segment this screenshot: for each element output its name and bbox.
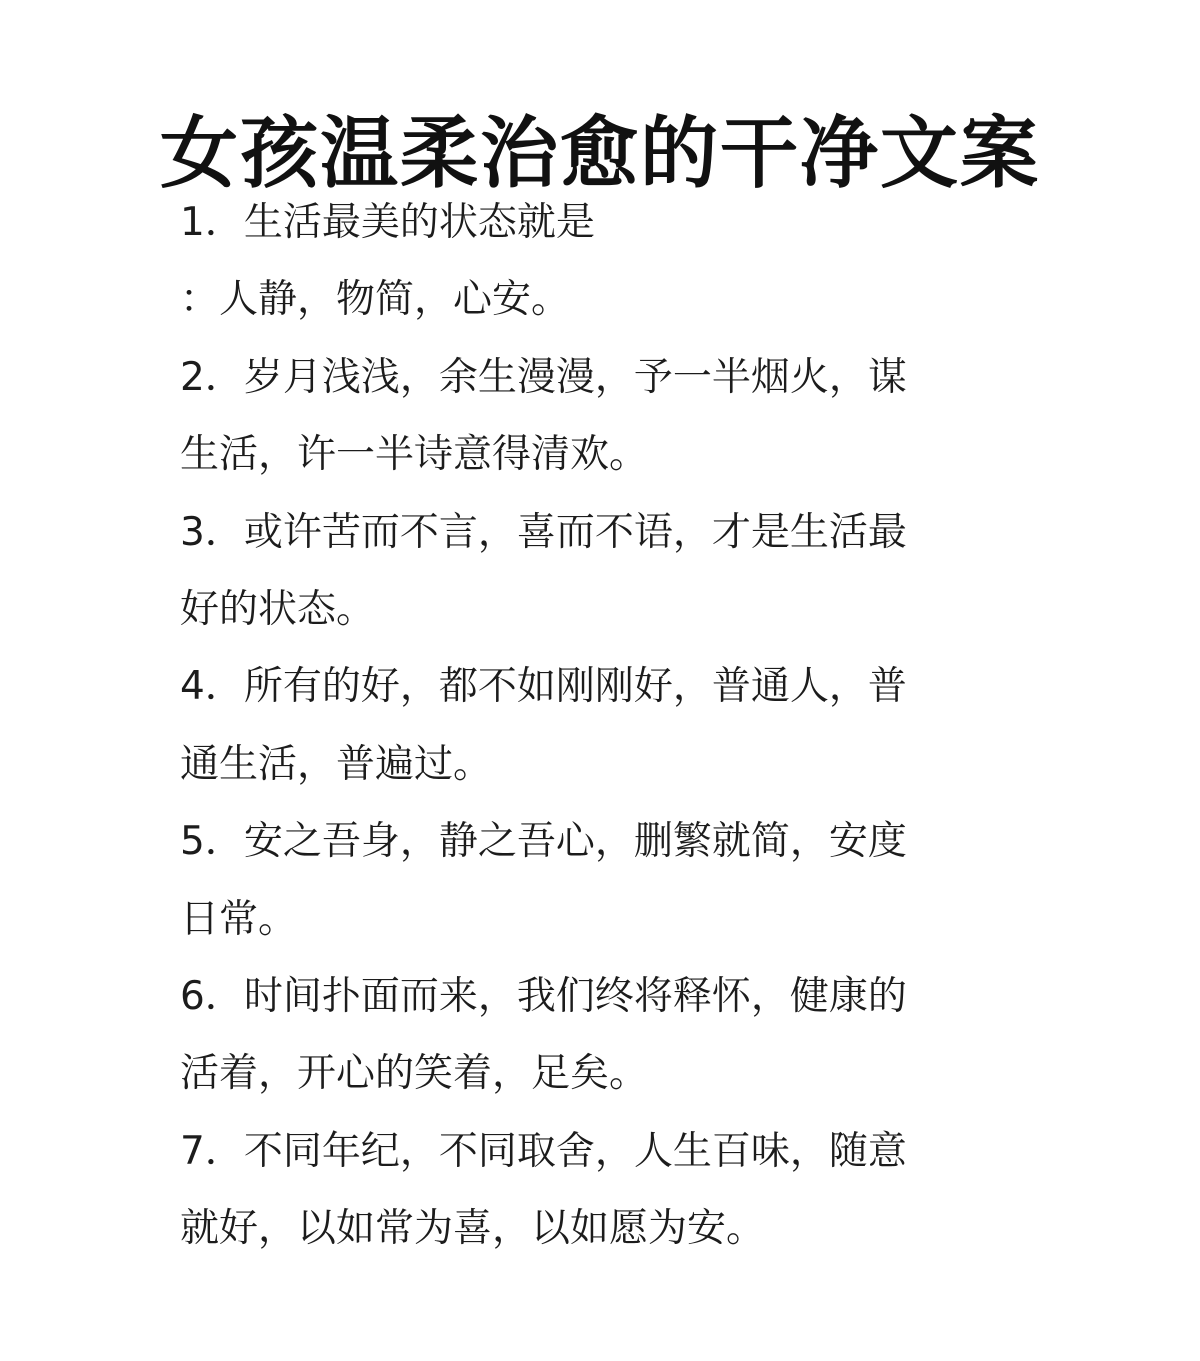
quote-line: 好的状态。 <box>180 586 376 632</box>
quote-line: 就好，以如常为喜，以如愿为安。 <box>180 1206 766 1252</box>
page-title: 女孩温柔治愈的干净文案 <box>159 109 1040 200</box>
quote-line: ：人静，物简，心安。 <box>180 277 571 323</box>
quote-line: 日常。 <box>180 896 298 942</box>
quote-line: 7．不同年纪，不同取舍，人生百味，随意 <box>180 1128 907 1174</box>
quote-line: 2．岁月浅浅，余生漫漫，予一半烟火，谋 <box>180 354 907 400</box>
quote-line: 通生活，普遍过。 <box>180 741 493 787</box>
quote-line: 5．安之吾身，静之吾心，删繁就简，安度 <box>180 819 907 865</box>
quote-line: 6．时间扑面而来，我们终将释怀，健康的 <box>180 973 907 1019</box>
quote-list <box>180 184 1000 1267</box>
quote-line: 生活，许一半诗意得清欢。 <box>180 432 649 478</box>
quote-line: 3．或许苦而不言，喜而不语，才是生活最 <box>180 509 907 555</box>
quote-line: 活着，开心的笑着，足矣。 <box>180 1051 649 1097</box>
quote-line: 1．生活最美的状态就是 <box>180 200 595 245</box>
quote-line: 4．所有的好，都不如刚刚好，普通人，普 <box>180 664 907 710</box>
